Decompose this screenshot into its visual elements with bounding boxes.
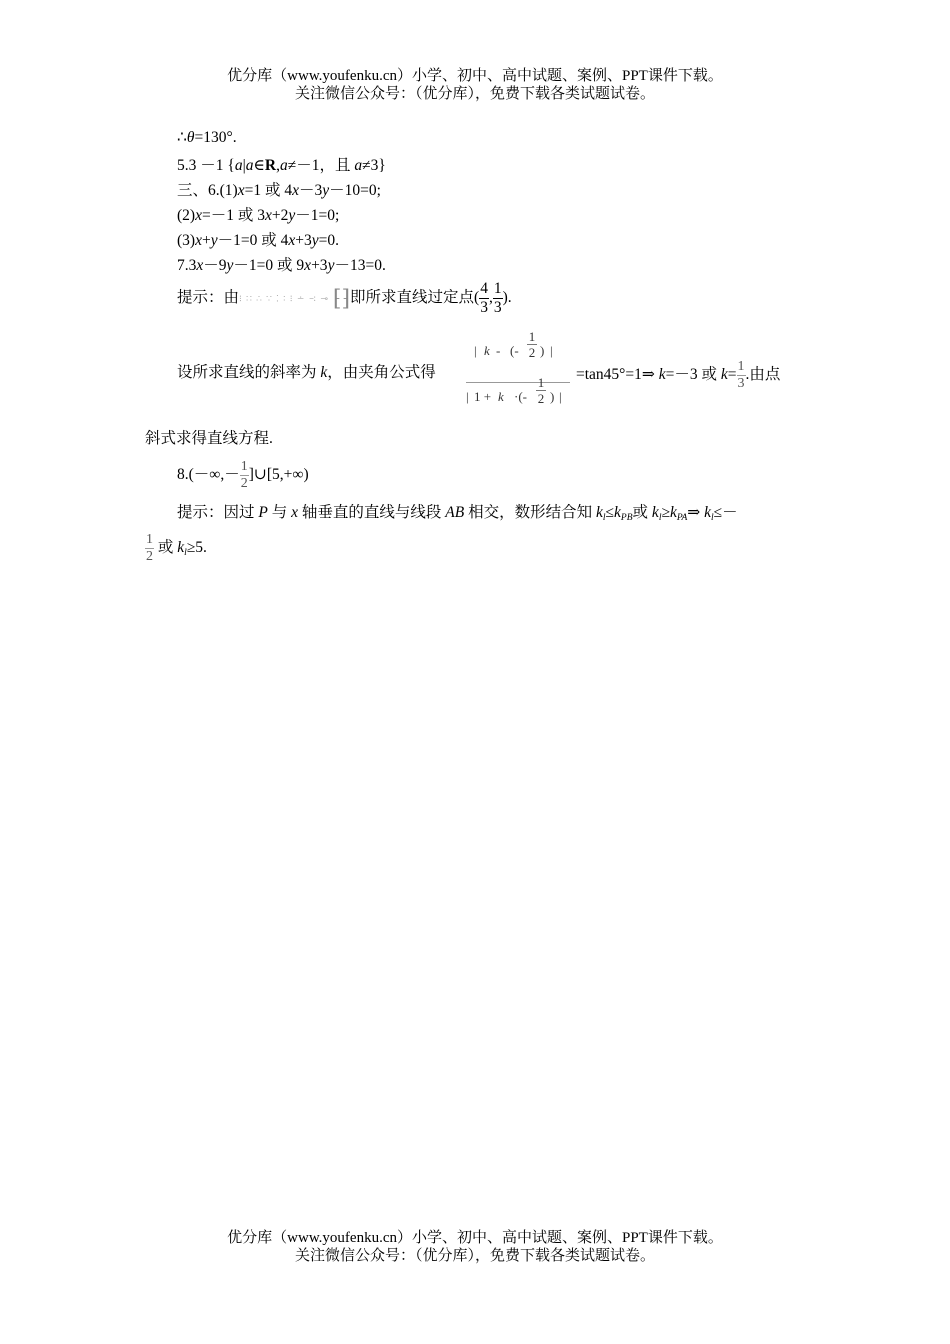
var-x: x <box>288 232 296 249</box>
var-y: y <box>288 207 296 224</box>
fraction-4-3 <box>479 281 489 315</box>
q5-in: ∈ <box>253 157 265 174</box>
var-k: k <box>651 504 659 521</box>
var-k: k <box>595 504 603 521</box>
hint-8-text: ≥5. <box>186 539 207 556</box>
hint-7-text: 即所求直线过定点( <box>350 289 480 306</box>
hint-7-text: ，由夹角公式得 <box>327 364 436 381</box>
fraction-denominator: 3 <box>737 376 745 391</box>
q6-3-text: (3) <box>177 232 196 249</box>
q7-text: －9 <box>203 257 227 274</box>
fraction-1-3 <box>737 360 746 391</box>
q6-2-text: (2) <box>177 207 196 224</box>
hint-8-text: 与 <box>267 504 292 521</box>
var-x: x <box>291 504 299 521</box>
hint-7-text: =－3 或 <box>665 366 721 384</box>
q8-text: ]∪[5,+∞) <box>248 466 309 483</box>
answer-6-3 <box>177 228 339 250</box>
fraction-1-2 <box>240 460 249 491</box>
q6-3-text: =0. <box>318 232 340 249</box>
var-AB: AB <box>445 504 465 521</box>
fraction-numerator: 1 <box>737 359 745 374</box>
hint-label: 提示：由 <box>177 289 240 306</box>
hint-7-text-end: .由点 <box>745 366 781 384</box>
subscript: l <box>658 513 662 523</box>
q6-1-text: 三、6.(1) <box>177 182 238 199</box>
answer-theta <box>177 128 237 147</box>
header-line-2: 关注微信公众号：（优分库），免费下载各类试题试卷。 <box>294 86 655 102</box>
var-x: x <box>264 207 272 224</box>
var-y: y <box>210 232 218 249</box>
fraction-numerator: 1 <box>240 458 248 474</box>
q5-var: a <box>354 157 363 174</box>
q6-2-text: －1=0; <box>295 207 340 224</box>
q6-2-text: +2 <box>271 207 289 224</box>
hint-8-text: 提示：因过 <box>177 504 259 521</box>
hint-7-text: =tan45°=1⇒ <box>576 366 659 384</box>
var-x: x <box>292 182 299 199</box>
subscript: l <box>602 513 606 523</box>
answer-8 <box>177 455 309 495</box>
footer-line-1: 优分库（www.youfenku.cn）小学、初中、高中试题、案例、PPT课件下载。 <box>227 1230 723 1246</box>
fraction-1-2 <box>145 533 154 564</box>
answer-6-1 <box>177 178 381 200</box>
hint-8-text: 或 <box>154 539 178 556</box>
hint-8-text: ⇒ <box>687 504 705 521</box>
hint-7-line-2-right <box>576 360 780 391</box>
var-x: x <box>195 207 202 224</box>
hint-8-text: ≤ <box>605 504 615 521</box>
q5-bar: | <box>242 157 246 174</box>
var-y: y <box>322 182 330 199</box>
fraction-numerator: 4 <box>480 280 488 298</box>
var-k: k <box>669 504 677 521</box>
var-x: x <box>195 232 202 249</box>
q6-3-text: +3 <box>295 232 312 249</box>
subscript: PB <box>620 513 633 523</box>
q6-1-text: =1 或 4 <box>244 182 293 199</box>
fraction-numerator: 1 <box>146 531 153 547</box>
hint-7-line-1 <box>177 278 512 318</box>
q5-comma: , <box>276 157 280 174</box>
q6-1-text: －10=0; <box>329 182 381 199</box>
var-y: y <box>311 232 319 249</box>
q8-text: 8.(－∞,－ <box>177 466 240 483</box>
faded-equation-image: ⁝ ∷ ∴ ∵ ⁚ ∶ ⁝ ∸ ∹ ⊸ <box>239 293 329 304</box>
subscript: l <box>184 548 187 558</box>
var-k: k <box>720 366 728 384</box>
q5-ne: ≠－1，且 <box>287 157 355 174</box>
hint-7-line-3: 斜式求得直线方程. <box>145 430 273 447</box>
equals: = <box>727 366 737 384</box>
hint-7-line-2-left <box>177 360 436 382</box>
var-x: x <box>237 182 245 199</box>
fraction-denominator: 2 <box>146 548 153 564</box>
header-line-1: 优分库（www.youfenku.cn）小学、初中、高中试题、案例、PPT课件下载。 <box>227 68 723 84</box>
var-k: k <box>658 366 666 384</box>
hint-8-text: ≥ <box>661 504 670 521</box>
hint-7-text: 设所求直线的斜率为 <box>177 364 321 381</box>
formula-denominator: | 1 + k ·(- 1 2 ) | <box>466 375 562 406</box>
hint-7-text-end: ). <box>502 289 512 306</box>
fraction-denominator: 3 <box>480 298 488 316</box>
q7-text: 7.3 <box>177 257 197 274</box>
hint-8-text: 相交，数形结合知 <box>464 504 596 521</box>
q6-2-text: =－1 或 3 <box>201 207 265 224</box>
q5-set-R: R <box>264 157 277 174</box>
var-P: P <box>258 504 268 521</box>
hint-8-line-1 <box>177 500 738 523</box>
q5-var: a <box>280 157 288 174</box>
subscript: PA <box>676 513 688 523</box>
hint-8-text: ≤－ <box>713 504 738 521</box>
q5-var: a <box>245 157 254 174</box>
theta-value: =130°. <box>194 129 237 146</box>
q7-text: +3 <box>311 257 328 274</box>
q5-end: ≠3} <box>362 157 386 174</box>
comma: , <box>488 289 493 306</box>
subscript: l <box>711 513 714 523</box>
therefore-symbol: ∴ <box>177 129 187 146</box>
q5-text: 5.3 －1 { <box>177 157 235 174</box>
formula-numerator: | k - (- 1 2 ) | <box>474 329 553 360</box>
theta-var: θ <box>186 129 195 146</box>
answer-5 <box>177 153 386 175</box>
q6-1-text: －3 <box>298 182 323 199</box>
footer-line-2: 关注微信公众号：（优分库），免费下载各类试题试卷。 <box>294 1248 655 1264</box>
var-k: k <box>704 504 712 521</box>
q6-3-text: + <box>201 232 211 249</box>
fraction-1-3 <box>493 281 503 315</box>
answer-7 <box>177 253 386 275</box>
var-k: k <box>177 539 185 556</box>
var-y: y <box>327 257 335 274</box>
page-footer <box>0 1229 950 1265</box>
q5-var: a <box>234 157 243 174</box>
var-y: y <box>226 257 234 274</box>
var-k: k <box>320 364 328 381</box>
fraction-denominator: 3 <box>493 298 502 316</box>
q7-text: －1=0 或 9 <box>233 257 305 274</box>
var-x: x <box>304 257 312 274</box>
hint-8-line-2 <box>145 528 207 573</box>
var-k: k <box>614 504 621 521</box>
fraction-numerator: 1 <box>493 280 502 298</box>
q7-text: －13=0. <box>334 257 386 274</box>
q6-3-text: －1=0 或 4 <box>217 232 289 249</box>
hint-8-text: 或 <box>632 504 652 521</box>
answer-6-2 <box>177 203 339 225</box>
faded-bracket-image: ⁅⁆ <box>332 285 351 311</box>
page-header <box>0 67 950 103</box>
var-x: x <box>196 257 204 274</box>
hint-8-text: 轴垂直的直线与线段 <box>298 504 446 521</box>
fraction-denominator: 2 <box>240 475 248 491</box>
